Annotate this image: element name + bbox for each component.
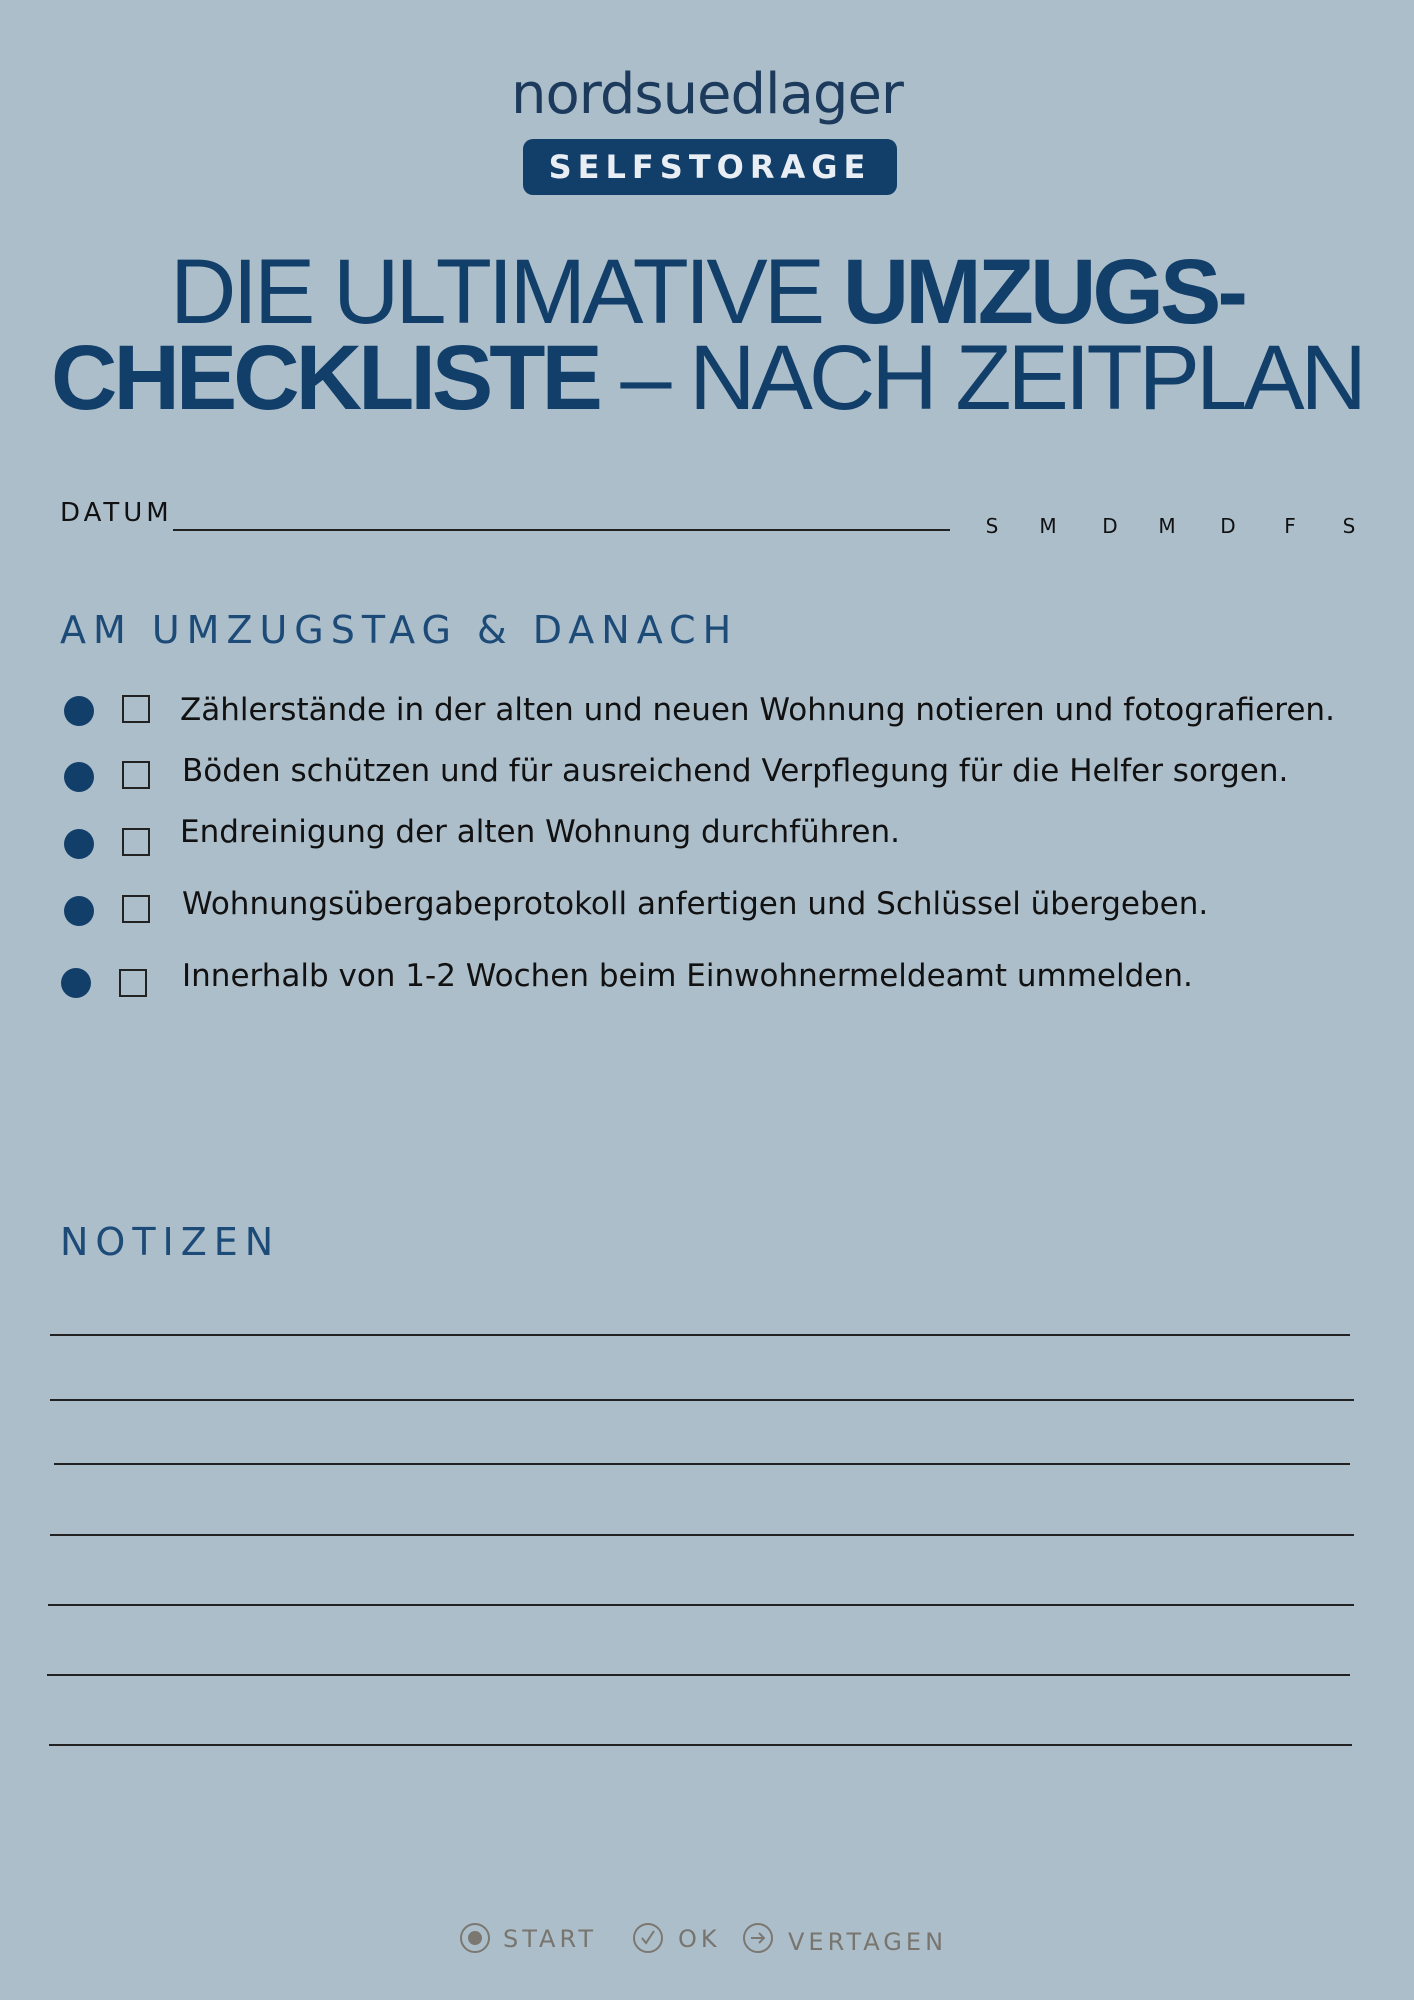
checkbox[interactable]: [122, 761, 150, 789]
page-title-line-1: [0, 241, 1414, 343]
radio-dot-icon: [460, 1923, 490, 1953]
checkbox[interactable]: [122, 695, 150, 723]
title-regular-part: – NACH ZEITPLAN: [598, 327, 1363, 429]
note-line[interactable]: [50, 1534, 1354, 1536]
note-line[interactable]: [50, 1399, 1354, 1401]
legend-ok-label: OK: [678, 1925, 721, 1953]
bullet-dot-icon: [61, 968, 91, 998]
note-line[interactable]: [48, 1604, 1354, 1606]
checklist-item-text: Innerhalb von 1-2 Wochen beim Einwohnermeldeamt ummelden.: [182, 958, 1193, 994]
logo-wordmark: nordsuedlager: [511, 62, 903, 127]
weekday-saturday[interactable]: S: [985, 514, 999, 538]
note-line[interactable]: [54, 1463, 1350, 1465]
weekday-tuesday[interactable]: D: [1102, 514, 1118, 538]
title-bold-part: CHECKLISTE: [51, 327, 599, 429]
legend-postpone-label: VERTAGEN: [788, 1928, 948, 1956]
page-title-line-2: [0, 327, 1414, 429]
checkbox[interactable]: [122, 828, 150, 856]
bullet-dot-icon: [64, 896, 94, 926]
date-label: DATUM: [60, 498, 173, 528]
check-circle-icon: [633, 1923, 663, 1953]
arrow-circle-icon: [743, 1923, 773, 1953]
weekday-wednesday[interactable]: M: [1158, 514, 1176, 538]
checklist-item-text: Böden schützen und für ausreichend Verpflegung für die Helfer sorgen.: [182, 753, 1289, 789]
weekday-sunday[interactable]: S: [1342, 514, 1356, 538]
notes-heading: NOTIZEN: [60, 1220, 281, 1264]
logo-badge-text: SELFSTORAGE: [548, 148, 872, 186]
logo-badge: [523, 139, 897, 195]
checklist-item-text: Zählerstände in der alten und neuen Wohnung notieren und fotografieren.: [180, 692, 1335, 728]
checklist-item-text: Wohnungsübergabeprotokoll anfertigen und Schlüssel übergeben.: [182, 886, 1209, 922]
note-line[interactable]: [49, 1744, 1352, 1746]
bullet-dot-icon: [64, 762, 94, 792]
weekday-thursday[interactable]: D: [1220, 514, 1236, 538]
title-regular-part: DIE ULTIMATIVE: [170, 241, 843, 343]
bullet-dot-icon: [64, 696, 94, 726]
checkbox[interactable]: [119, 969, 147, 997]
checkbox[interactable]: [122, 895, 150, 923]
title-bold-part: UMZUGS-: [842, 241, 1244, 343]
note-line[interactable]: [47, 1674, 1350, 1676]
legend-start-label: START: [503, 1925, 598, 1953]
checklist-item-text: Endreinigung der alten Wohnung durchführen.: [180, 814, 900, 850]
note-line[interactable]: [50, 1334, 1350, 1336]
bullet-dot-icon: [64, 829, 94, 859]
weekday-monday[interactable]: M: [1039, 514, 1057, 538]
date-input-line[interactable]: [173, 529, 950, 531]
section-heading: AM UMZUGSTAG & DANACH: [60, 608, 739, 652]
weekday-friday[interactable]: F: [1284, 514, 1296, 538]
